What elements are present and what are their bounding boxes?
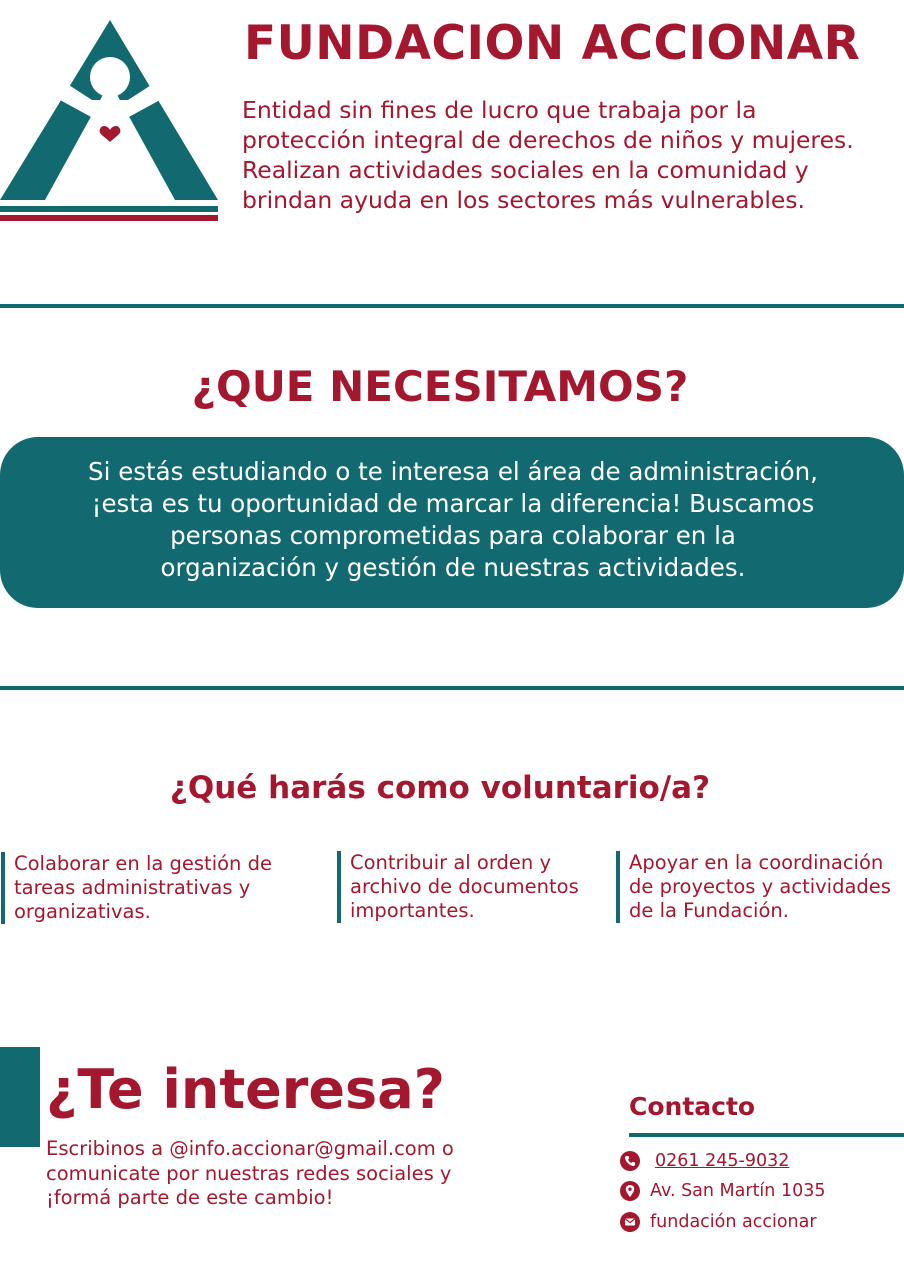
needs-title: ¿QUE NECESITAMOS? <box>191 362 689 411</box>
phone-icon <box>620 1151 640 1171</box>
task-item: Apoyar en la coordinación de proyectos y actividades de la Fundación. <box>616 851 904 923</box>
contact-address-row <box>620 1180 826 1202</box>
mail-icon <box>620 1212 640 1232</box>
contact-title: Contacto <box>629 1092 756 1121</box>
contact-underline <box>629 1133 904 1137</box>
task-item: Contribuir al orden y archivo de documentos importantes. <box>337 851 620 923</box>
location-pin-icon <box>620 1181 640 1201</box>
interest-text: Escribinos a @info.accionar@gmail.com o comunicate por nuestras redes sociales y ¡formá parte de este cambio! <box>46 1137 454 1209</box>
contact-social-row <box>620 1211 817 1233</box>
contact-address: Av. San Martín 1035 <box>650 1181 826 1201</box>
contact-social: fundación accionar <box>650 1212 817 1232</box>
contact-phone-link[interactable]: 0261 245-9032 <box>655 1151 790 1171</box>
interest-title: ¿Te interesa? <box>46 1058 445 1121</box>
task-item: Colaborar en la gestión de tareas administrativas y organizativas. <box>1 852 334 924</box>
accent-bar <box>0 1047 40 1147</box>
contact-phone-row[interactable] <box>620 1150 789 1172</box>
fundacion-accionar-logo <box>0 12 218 222</box>
org-title: FUNDACION ACCIONAR <box>244 16 861 71</box>
section-divider <box>0 686 904 690</box>
tasks-title: ¿Qué harás como voluntario/a? <box>169 770 711 806</box>
org-description: Entidad sin fines de lucro que trabaja por la protección integral de derechos de niños y mujeres. Realizan actividades sociales en la comunidad y brindan ayuda en los sectores más vulnerables. <box>242 96 854 214</box>
needs-text: Si estás estudiando o te interesa el área de administración, ¡esta es tu oportunidad de marcar la diferencia! Buscamos personas comprometidas para colaborar en la organización y gestión de nuestras actividades. <box>88 457 818 582</box>
section-divider <box>0 304 904 308</box>
